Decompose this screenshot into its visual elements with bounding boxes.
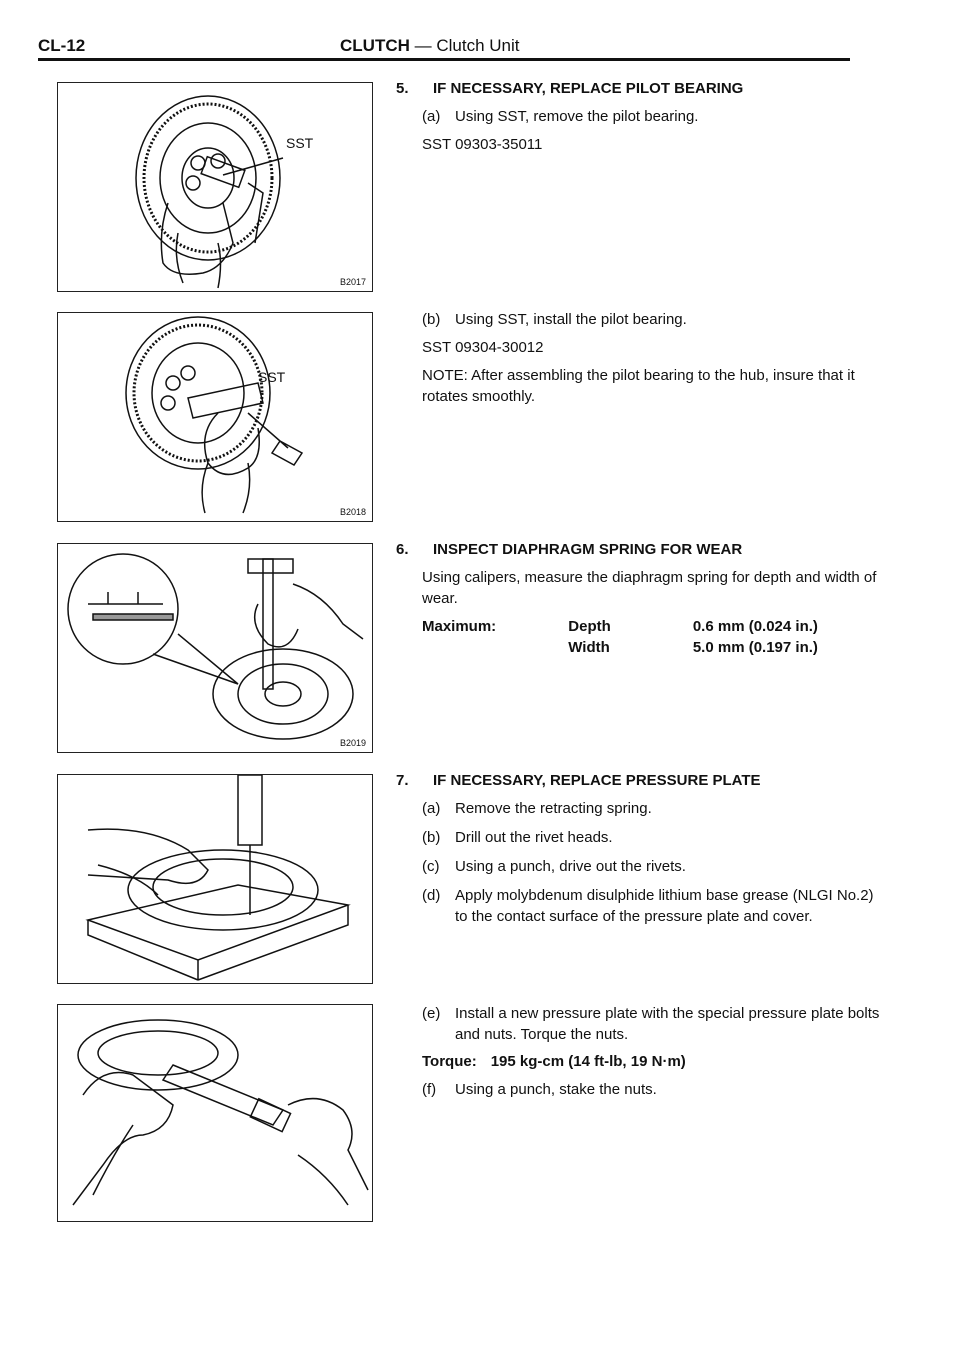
figure-code: B2019 [339, 738, 366, 748]
torque-spec [396, 1051, 880, 1072]
figure-install-pilot-bearing [57, 312, 373, 522]
width-label: Width [568, 639, 610, 656]
subsection-title: Clutch Unit [436, 36, 520, 55]
step-heading-text: IF NECESSARY, REPLACE PRESSURE PLATE [433, 772, 761, 789]
flywheel-hammer-illustration [58, 313, 372, 521]
substep-text: Using SST, remove the pilot bearing. [455, 108, 699, 125]
substep-b [396, 827, 880, 848]
substep-a [396, 106, 880, 127]
substep-b [396, 309, 880, 330]
torque-wrench-illustration [58, 1005, 372, 1221]
substep-text: Drill out the rivet heads. [455, 829, 613, 846]
substep-key: (b) [422, 829, 441, 846]
title-separator: — [409, 36, 437, 55]
step-7-replace-pressure-plate [396, 770, 880, 927]
page-code: CL-12 [38, 36, 86, 55]
step-5-install-pilot-bearing [396, 309, 880, 414]
substep-key: (c) [422, 858, 440, 875]
maximum-label: Maximum: [422, 618, 497, 635]
figure-torque-nuts [57, 1004, 373, 1222]
section-title: CLUTCH [340, 36, 410, 55]
substep-text: Install a new pressure plate with the special pressure plate bolts and nuts. Torque the nuts. [455, 1005, 880, 1043]
sst-label: SST [286, 135, 314, 151]
drill-illustration [58, 775, 372, 983]
figure-drill-rivets [57, 774, 373, 984]
figure-remove-pilot-bearing [57, 82, 373, 292]
substep-text: Using a punch, drive out the rivets. [455, 858, 686, 875]
figure-measure-diaphragm-spring [57, 543, 373, 753]
width-value: 5.0 mm (0.197 in.) [692, 639, 818, 656]
page-title [340, 36, 519, 56]
step-number: 5. [396, 80, 409, 97]
substep-key: (b) [422, 311, 441, 328]
depth-label: Depth [568, 618, 611, 635]
substep-key: (a) [422, 800, 441, 817]
figure-code: B2018 [339, 507, 366, 517]
step-heading [396, 78, 880, 99]
depth-value: 0.6 mm (0.024 in.) [692, 618, 818, 635]
substep-key: (d) [422, 887, 441, 904]
caliper-illustration [58, 544, 372, 752]
step-heading-text: IF NECESSARY, REPLACE PILOT BEARING [433, 80, 744, 97]
substep-a [396, 798, 880, 819]
substep-key: (e) [422, 1005, 441, 1022]
sst-number: SST 09303-35011 [422, 136, 543, 153]
wear-limits [396, 616, 880, 658]
sst-number: SST 09304-30012 [422, 339, 544, 356]
torque-label: Torque: [422, 1053, 477, 1070]
substep-text: Apply molybdenum disulphide lithium base grease (NLGI No.2) to the contact surface of the pressure plate and cover. [455, 887, 874, 925]
step-5-remove-pilot-bearing [396, 78, 880, 162]
step-6-inspect-diaphragm-spring [396, 539, 880, 658]
note-text: NOTE: After assembling the pilot bearing to the hub, insure that it rotates smoothly. [422, 367, 855, 405]
substep-key: (a) [422, 108, 441, 125]
substep-e [396, 1003, 880, 1045]
flywheel-puller-illustration [58, 83, 372, 291]
substep-text: Remove the retracting spring. [455, 800, 652, 817]
substep-text: Using a punch, stake the nuts. [455, 1081, 657, 1098]
torque-value: 195 kg-cm (14 ft-lb, 19 N·m) [490, 1053, 686, 1070]
substep-f [396, 1079, 880, 1100]
sst-label: SST [258, 369, 286, 385]
step-number: 7. [396, 772, 409, 789]
step-body: Using calipers, measure the diaphragm spring for depth and width of wear. [422, 569, 877, 607]
step-7-install-pressure-plate [396, 1003, 880, 1100]
substep-c [396, 856, 880, 877]
step-heading-text: INSPECT DIAPHRAGM SPRING FOR WEAR [433, 541, 743, 558]
substep-key: (f) [422, 1081, 437, 1098]
substep-text: Using SST, install the pilot bearing. [455, 311, 687, 328]
substep-d [396, 885, 880, 927]
figure-code: B2017 [339, 277, 366, 287]
step-number: 6. [396, 541, 409, 558]
header-rule [38, 58, 850, 61]
step-heading [396, 770, 880, 791]
step-heading [396, 539, 880, 560]
